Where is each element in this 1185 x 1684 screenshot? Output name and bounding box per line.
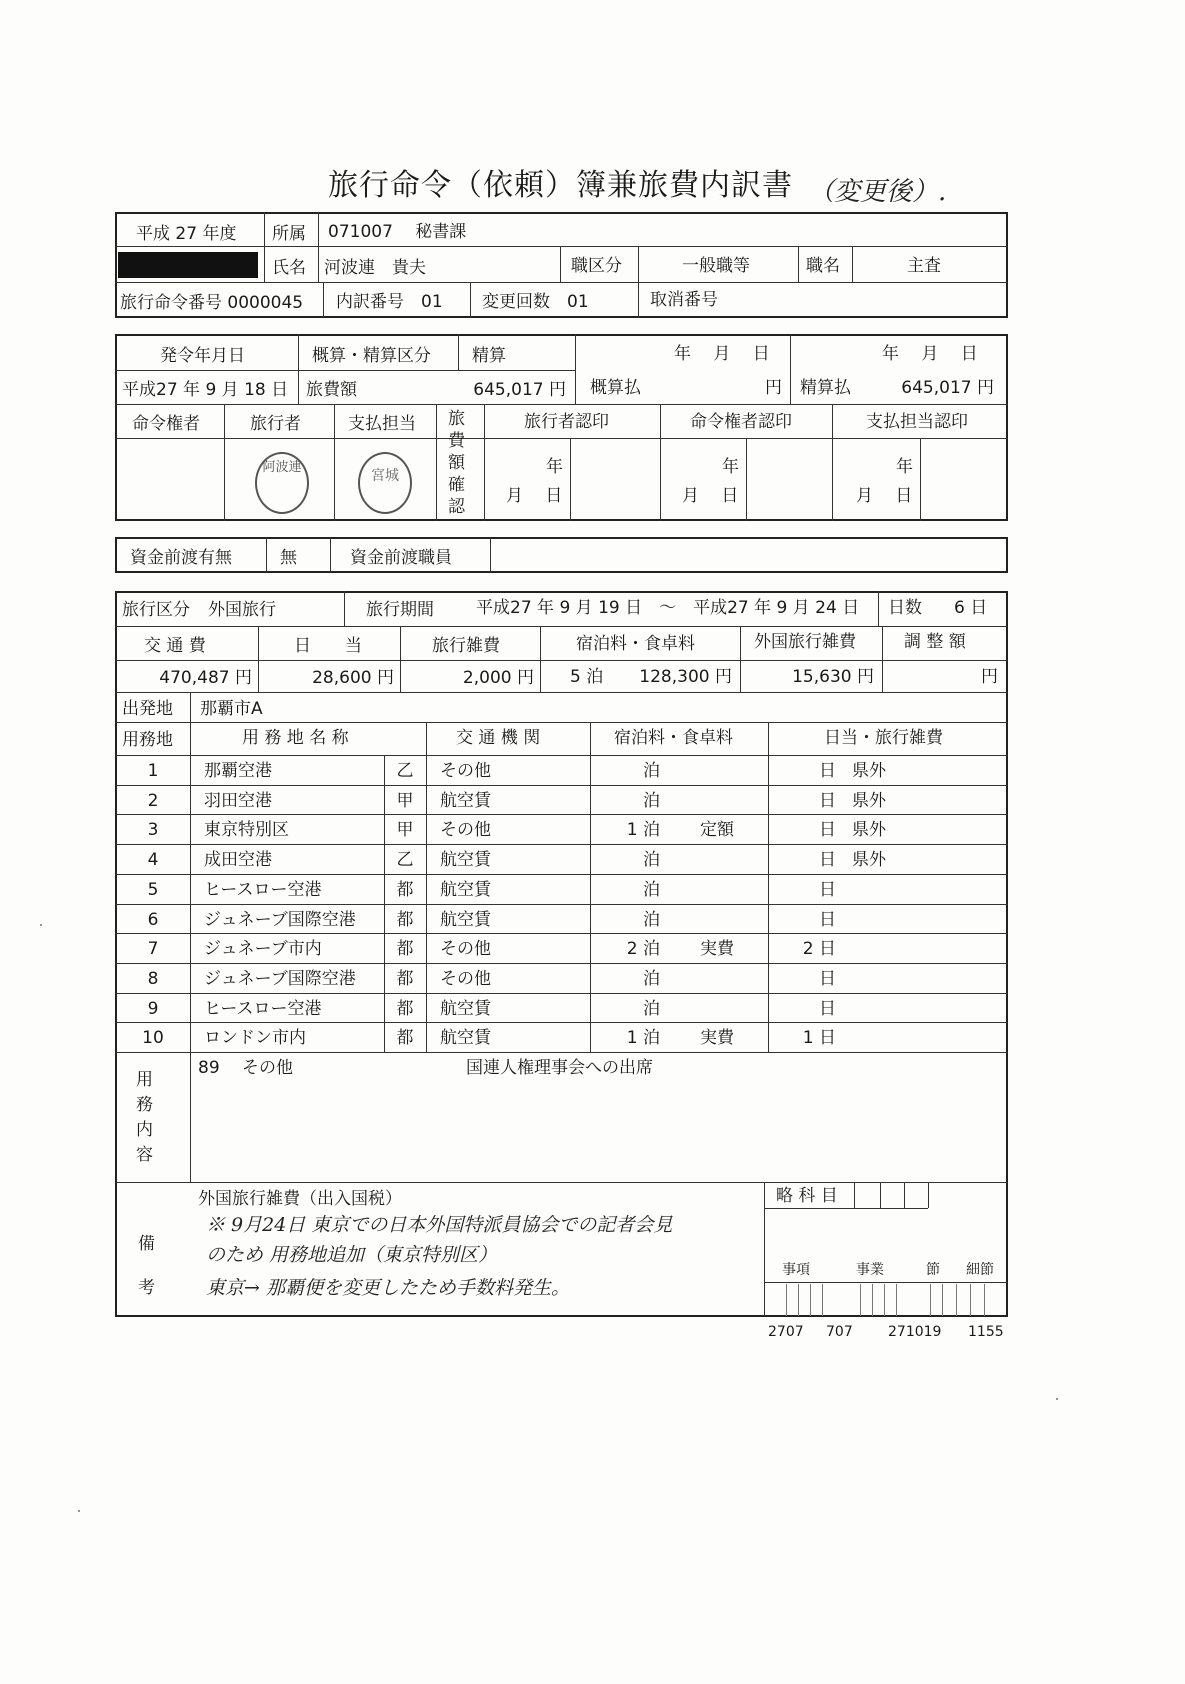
row-place-name: ジュネーブ国際空港 bbox=[204, 910, 356, 930]
budget-label: 略 科 目 bbox=[776, 1186, 838, 1206]
budget-code-box-divider bbox=[970, 1284, 971, 1316]
col-place: 用務地 bbox=[122, 730, 173, 750]
traveler-seal-year: 年 bbox=[546, 457, 563, 477]
row-number: 9 bbox=[147, 999, 159, 1019]
row-nights: 泊 bbox=[643, 850, 660, 870]
lodging-value: 128,300 円 bbox=[639, 667, 732, 687]
budget-code-box-divider bbox=[860, 1284, 861, 1316]
col-lodging: 宿泊料・食卓料 bbox=[614, 728, 733, 748]
advance-staff-label: 資金前渡職員 bbox=[350, 548, 452, 568]
row-area: 県外 bbox=[852, 791, 886, 811]
issue-date-label: 発令年月日 bbox=[160, 346, 245, 366]
dept-value: 071007 秘書課 bbox=[328, 222, 467, 242]
budget-code-box-divider bbox=[942, 1284, 943, 1316]
row-grade: 都 bbox=[396, 910, 414, 930]
row-transport: 航空賃 bbox=[440, 880, 491, 900]
row-number: 1 bbox=[147, 761, 159, 781]
row-days: 日 bbox=[819, 761, 836, 781]
itinerary-row-divider bbox=[115, 1022, 1008, 1023]
row-nights: 1 泊 bbox=[626, 820, 660, 840]
row-nights: 泊 bbox=[643, 761, 660, 781]
footer-code-3: 271019 bbox=[888, 1324, 942, 1340]
row-grade: 都 bbox=[396, 880, 414, 900]
itinerary-row-divider bbox=[115, 844, 1008, 845]
departure-label: 出発地 bbox=[122, 699, 173, 719]
row-place-name: ヒースロー空港 bbox=[204, 999, 322, 1019]
daily-label: 日 当 bbox=[294, 636, 362, 656]
traveler-seal-monthday: 月 日 bbox=[506, 486, 563, 506]
remarks-handwritten-1: ※ 9月24日 東京での日本外国特派員協会での記者会見 bbox=[206, 1214, 673, 1236]
days-value: 6 日 bbox=[954, 598, 988, 618]
advance-value: 無 bbox=[280, 548, 297, 568]
itinerary-row-divider bbox=[115, 904, 1008, 905]
payment-label: 支払担当 bbox=[348, 414, 416, 434]
row-grade: 都 bbox=[396, 939, 414, 959]
row-number: 3 bbox=[147, 820, 159, 840]
travel-period-value: 平成27 年 9 月 19 日 ～ 平成27 年 9 月 24 日 bbox=[476, 598, 860, 618]
row-place-name: 東京特別区 bbox=[204, 820, 289, 840]
row-transport: その他 bbox=[440, 969, 491, 989]
name-label: 氏名 bbox=[272, 258, 306, 278]
redaction-bar bbox=[118, 252, 258, 278]
nights-value: 5 泊 bbox=[570, 667, 604, 687]
row-days: 日 bbox=[819, 791, 836, 811]
budget-code-box-divider bbox=[884, 1284, 885, 1316]
itinerary-row-divider bbox=[115, 814, 1008, 815]
footer-code-4: 1155 bbox=[968, 1324, 1004, 1340]
settle-pay-label: 精算払 bbox=[800, 378, 851, 398]
budget-code-box-divider bbox=[896, 1284, 897, 1316]
budget-code-box-divider bbox=[984, 1284, 985, 1316]
row-area: 県外 bbox=[852, 761, 886, 781]
purpose-text: 国連人権理事会への出席 bbox=[466, 1058, 653, 1078]
expense-confirm-vertical-label: 旅 費 額 確 認 bbox=[448, 409, 465, 517]
budget-code-box-divider bbox=[822, 1284, 823, 1316]
days-label: 日数 bbox=[888, 598, 922, 618]
row-place-name: ロンドン市内 bbox=[204, 1028, 306, 1048]
row-nights: 泊 bbox=[643, 880, 660, 900]
row-grade: 都 bbox=[396, 1028, 414, 1048]
budget-code-box-divider bbox=[872, 1284, 873, 1316]
row-place-name: ジュネーブ国際空港 bbox=[204, 969, 356, 989]
issue-date-value: 平成27 年 9 月 18 日 bbox=[122, 380, 289, 400]
row-days: 2 日 bbox=[802, 939, 836, 959]
approx-date: 年 月 日 bbox=[674, 344, 770, 364]
row-days: 日 bbox=[819, 969, 836, 989]
expense-value: 645,017 円 bbox=[473, 380, 566, 400]
itinerary-row-divider bbox=[115, 933, 1008, 934]
row-transport: 航空賃 bbox=[440, 1028, 491, 1048]
remarks-handwritten-3: 東京→ 那覇便を変更したため手数料発生。 bbox=[206, 1277, 570, 1299]
row-days: 日 bbox=[819, 850, 836, 870]
fare-value: 470,487 円 bbox=[159, 668, 252, 688]
row-place-name: 成田空港 bbox=[204, 850, 272, 870]
order-number: 旅行命令番号 0000045 bbox=[120, 293, 304, 313]
fare-label: 交 通 費 bbox=[144, 636, 206, 656]
approx-pay-value: 円 bbox=[765, 378, 782, 398]
row-lodging-type: 実費 bbox=[700, 1028, 734, 1048]
misc-value: 2,000 円 bbox=[462, 668, 534, 688]
row-number: 8 bbox=[147, 969, 159, 989]
row-days: 日 bbox=[819, 880, 836, 900]
itinerary-row-divider bbox=[115, 874, 1008, 875]
budget-code-box-divider bbox=[786, 1284, 787, 1316]
row-area: 県外 bbox=[852, 820, 886, 840]
settle-pay-value: 645,017 円 bbox=[901, 378, 994, 398]
row-transport: 航空賃 bbox=[440, 791, 491, 811]
budget-code-box-divider bbox=[798, 1284, 799, 1316]
row-grade: 甲 bbox=[396, 791, 414, 811]
foreign-misc-label: 外国旅行雑費 bbox=[754, 632, 856, 652]
row-number: 4 bbox=[147, 850, 159, 870]
traveler-seal-stamp: 阿波連 bbox=[255, 452, 309, 514]
footer-code-2: 707 bbox=[826, 1324, 853, 1340]
col-name: 用 務 地 名 称 bbox=[242, 728, 349, 748]
row-days: 日 bbox=[819, 910, 836, 930]
position-value: 主査 bbox=[907, 256, 941, 276]
row-area: 県外 bbox=[852, 850, 886, 870]
itinerary-row-divider bbox=[115, 785, 1008, 786]
daily-value: 28,600 円 bbox=[312, 668, 394, 688]
row-number: 10 bbox=[142, 1028, 164, 1048]
detail-number: 内訳番号 01 bbox=[336, 292, 443, 312]
remarks-vertical-label: 備 考 bbox=[138, 1234, 155, 1298]
row-nights: 1 泊 bbox=[626, 1028, 660, 1048]
foreign-misc-value: 15,630 円 bbox=[792, 667, 874, 687]
row-grade: 都 bbox=[396, 969, 414, 989]
row-place-name: ジュネーブ市内 bbox=[204, 939, 322, 959]
document-title: 旅行命令（依頼）簿兼旅費内訳書 bbox=[328, 168, 793, 203]
budget-col-item: 事項 bbox=[782, 1262, 810, 1278]
row-transport: 航空賃 bbox=[440, 910, 491, 930]
settle-type-value: 精算 bbox=[472, 346, 506, 366]
budget-col-project: 事業 bbox=[856, 1262, 884, 1278]
authority-seal-year: 年 bbox=[722, 457, 739, 477]
traveler-label: 旅行者 bbox=[250, 414, 301, 434]
row-days: 日 bbox=[819, 999, 836, 1019]
expense-label: 旅費額 bbox=[306, 380, 357, 400]
col-daily: 日当・旅行雑費 bbox=[824, 728, 943, 748]
row-number: 7 bbox=[147, 939, 159, 959]
advance-block bbox=[115, 537, 1008, 573]
row-place-name: 那覇空港 bbox=[204, 761, 272, 781]
position-label: 職名 bbox=[806, 256, 840, 276]
advance-label: 資金前渡有無 bbox=[130, 548, 232, 568]
travel-period-label: 旅行期間 bbox=[366, 600, 434, 620]
itinerary-row-divider bbox=[115, 963, 1008, 964]
name-value: 河波連 貴夫 bbox=[324, 258, 426, 278]
row-transport: その他 bbox=[440, 761, 491, 781]
row-number: 6 bbox=[147, 910, 159, 930]
cancel-number-label: 取消番号 bbox=[650, 290, 718, 310]
purpose-code: 89 その他 bbox=[198, 1058, 294, 1078]
authority-label: 命令権者 bbox=[132, 414, 200, 434]
row-number: 2 bbox=[147, 791, 159, 811]
budget-col-section: 節 bbox=[926, 1262, 940, 1278]
row-nights: 泊 bbox=[643, 910, 660, 930]
settle-date: 年 月 日 bbox=[882, 344, 978, 364]
payment-seal-monthday: 月 日 bbox=[856, 486, 913, 506]
row-lodging-type: 実費 bbox=[700, 939, 734, 959]
authority-seal-label: 命令権者認印 bbox=[690, 412, 792, 432]
row-place-name: ヒースロー空港 bbox=[204, 880, 322, 900]
footer-code-1: 2707 bbox=[768, 1324, 804, 1340]
adjust-label: 調 整 額 bbox=[904, 632, 966, 652]
dept-label: 所属 bbox=[272, 224, 306, 244]
remarks-line-1: 外国旅行雑費（出入国税） bbox=[198, 1189, 402, 1209]
row-grade: 都 bbox=[396, 999, 414, 1019]
row-grade: 乙 bbox=[396, 761, 414, 781]
approx-pay-label: 概算払 bbox=[590, 378, 641, 398]
row-number: 5 bbox=[147, 880, 159, 900]
job-class-value: 一般職等 bbox=[682, 256, 750, 276]
travel-type-label: 旅行区分 bbox=[122, 600, 190, 620]
budget-code-box-divider bbox=[930, 1284, 931, 1316]
budget-code-box-divider bbox=[810, 1284, 811, 1316]
remarks-handwritten-2: のため 用務地追加（東京特別区） bbox=[206, 1244, 498, 1266]
row-place-name: 羽田空港 bbox=[204, 791, 272, 811]
row-nights: 泊 bbox=[643, 999, 660, 1019]
title-handwritten-note: （変更後）. bbox=[808, 177, 947, 207]
row-nights: 泊 bbox=[643, 969, 660, 989]
itinerary-row-divider bbox=[115, 993, 1008, 994]
authority-seal-monthday: 月 日 bbox=[682, 486, 739, 506]
row-transport: 航空賃 bbox=[440, 850, 491, 870]
departure-value: 那覇市A bbox=[200, 699, 263, 719]
payment-seal-label: 支払担当認印 bbox=[866, 412, 968, 432]
budget-code-box-divider bbox=[956, 1284, 957, 1316]
row-days: 日 bbox=[819, 820, 836, 840]
settle-type-label: 概算・精算区分 bbox=[312, 346, 431, 366]
job-class-label: 職区分 bbox=[571, 256, 622, 276]
scan-speck bbox=[40, 924, 42, 926]
col-transport: 交 通 機 関 bbox=[456, 728, 541, 748]
row-grade: 甲 bbox=[396, 820, 414, 840]
scan-speck bbox=[1056, 1398, 1058, 1400]
row-transport: その他 bbox=[440, 820, 491, 840]
change-count: 変更回数 01 bbox=[482, 292, 589, 312]
misc-label: 旅行雑費 bbox=[432, 636, 500, 656]
adjust-value: 円 bbox=[981, 667, 998, 687]
row-transport: その他 bbox=[440, 939, 491, 959]
scan-speck bbox=[78, 1510, 80, 1512]
row-days: 1 日 bbox=[802, 1028, 836, 1048]
lodging-label: 宿泊料・食卓料 bbox=[576, 634, 695, 654]
row-lodging-type: 定額 bbox=[700, 820, 734, 840]
purpose-vertical-label: 用 務 内 容 bbox=[136, 1070, 153, 1165]
row-nights: 泊 bbox=[643, 791, 660, 811]
payment-seal-stamp: 宮城 bbox=[358, 452, 412, 514]
row-nights: 2 泊 bbox=[626, 939, 660, 959]
payment-seal-year: 年 bbox=[896, 457, 913, 477]
traveler-seal-label: 旅行者認印 bbox=[524, 412, 609, 432]
fiscal-year: 平成 27 年度 bbox=[136, 224, 237, 244]
budget-col-subsection: 細節 bbox=[966, 1262, 994, 1278]
travel-type-value: 外国旅行 bbox=[208, 600, 276, 620]
row-transport: 航空賃 bbox=[440, 999, 491, 1019]
row-grade: 乙 bbox=[396, 850, 414, 870]
